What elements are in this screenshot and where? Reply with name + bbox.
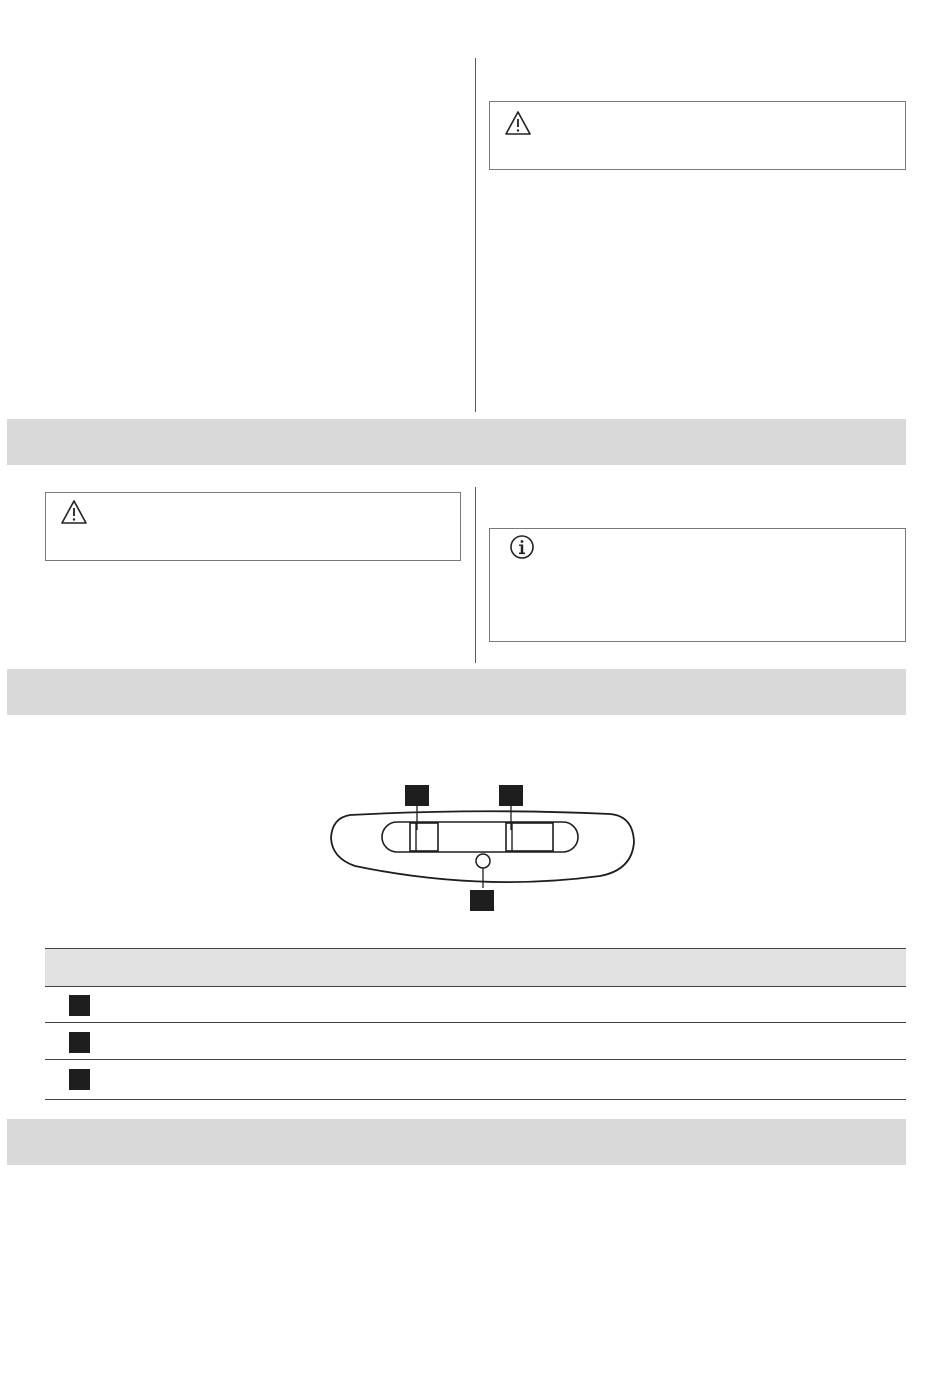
table-row bbox=[45, 1023, 906, 1060]
info-circle-icon bbox=[509, 534, 535, 560]
table-header bbox=[45, 948, 906, 987]
column-divider-middle bbox=[475, 487, 476, 663]
row-number-marker bbox=[69, 1069, 90, 1090]
info-box-right bbox=[489, 528, 906, 642]
control-panel-illustration bbox=[320, 780, 650, 915]
table-row bbox=[45, 986, 906, 1023]
warning-triangle-icon bbox=[60, 499, 88, 525]
column-divider-top bbox=[475, 58, 476, 412]
row-number-marker bbox=[69, 995, 90, 1016]
row-number-marker bbox=[69, 1032, 90, 1053]
warning-box-left bbox=[45, 492, 461, 561]
warning-triangle-icon bbox=[504, 110, 532, 136]
warning-box-top-right bbox=[489, 101, 906, 170]
section-heading-band bbox=[7, 419, 906, 465]
table-row bbox=[45, 1060, 906, 1100]
section-heading-band bbox=[7, 1119, 906, 1165]
section-heading-band bbox=[7, 669, 906, 715]
